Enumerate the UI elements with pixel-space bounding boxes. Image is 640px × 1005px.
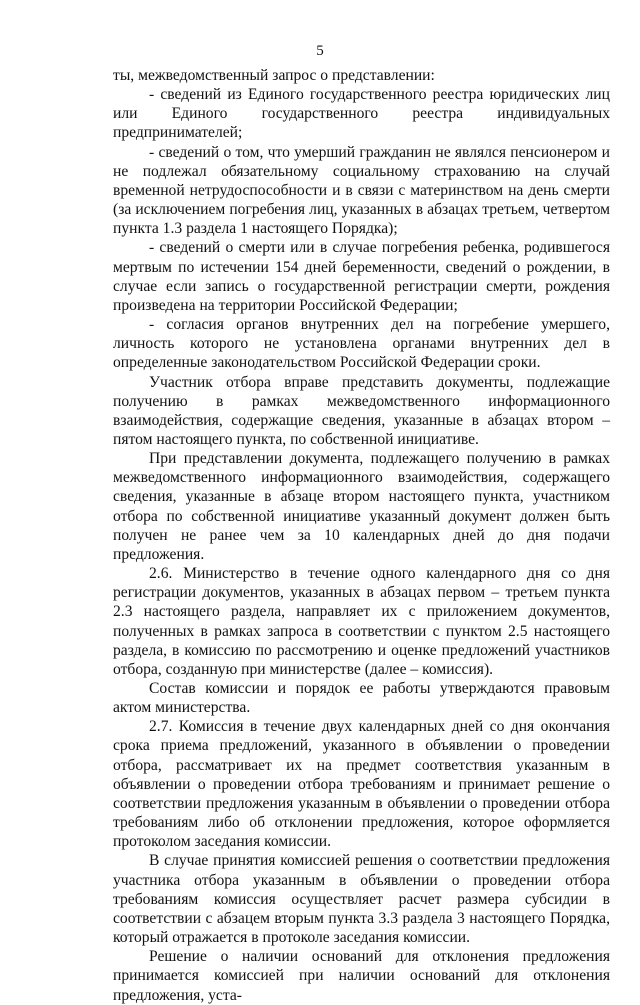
paragraph: Участник отбора вправе представить документы, подлежащие получению в рамках межведомственного информационного взаимодействия, содержащие сведения, указанные в абзацах втором – пятом настоящего пункта, по собственной инициативе.	[113, 373, 610, 448]
paragraph-clause-2-6: 2.6. Министерство в течение одного календарного дня со дня регистрации документов, указанных в абзацах первом – третьем пункта 2.3 настоящего раздела, направляет их с приложением документов, полученных в рамках запроса в соответствии с пунктом 2.5 настоящего раздела, в комиссию по рассмотрению и оценке предложений участников отбора, созданную при министерстве (далее – комиссия).	[113, 565, 610, 678]
paragraph: При представлении документа, подлежащего получению в рамках межведомственного информационного взаимодействия, содержащего сведения, указанные в абзаце втором настоящего пункта, участником отбора по собственной инициативе указанный документ должен быть получен не ранее чем за 10 календарных дней до дня подачи предложения.	[113, 450, 610, 563]
paragraph: В случае принятия комиссией решения о соответствии предложения участника отбора указанным в объявлении о проведении отбора требованиям комиссия осуществляет расчет размера субсидии в соответствии с абзацем вторым пункта 3.3 раздела 3 настоящего Порядка, который отражается в протоколе заседания комиссии.	[113, 852, 610, 947]
document-body	[113, 66, 610, 1005]
page-number: 5	[316, 43, 324, 59]
paragraph-continuation: ты, межведомственный запрос о представлении:	[113, 67, 435, 84]
paragraph-continued: Решение о наличии оснований для отклонения предложения принимается комиссией при наличии оснований для отклонения предложения, уста-	[113, 948, 610, 1004]
paragraph-list-item: - сведений о смерти или в случае погребения ребенка, родившегося мертвым по истечении 154 дней беременности, сведений о рождении, в случае если запись о государственной регистрации смерти, рождения произведена на территории Российской Федерации;	[113, 239, 610, 314]
paragraph: Состав комиссии и порядок ее работы утверждаются правовым актом министерства.	[113, 680, 610, 717]
paragraph-list-item: - согласия органов внутренних дел на погребение умершего, личность которого не установлена органами внутренних дел в определенные законодательством Российской Федерации сроки.	[113, 316, 610, 372]
paragraph-list-item: - сведений о том, что умерший гражданин не являлся пенсионером и не подлежал обязательному социальному страхованию на случай временной нетрудоспособности и в связи с материнством на день смерти (за исключением погребения лиц, указанных в абзацах третьем, четвертом пункта 1.3 раздела 1 настоящего Порядка);	[113, 143, 610, 238]
paragraph-list-item: - сведений из Единого государственного реестра юридических лиц или Единого государственного реестра индивидуальных предпринимателей;	[113, 86, 610, 142]
paragraph-clause-2-7: 2.7. Комиссия в течение двух календарных дней со дня окончания срока приема предложений, указанного в объявлении о проведении отбора, рассматривает их на предмет соответствия указанным в объявлении о проведении отбора требованиям и принимает решение о соответствии предложения указанным в объявлении о проведении отбора требованиям либо об отклонении предложения, которое оформляется протоколом заседания комиссии.	[113, 718, 610, 851]
